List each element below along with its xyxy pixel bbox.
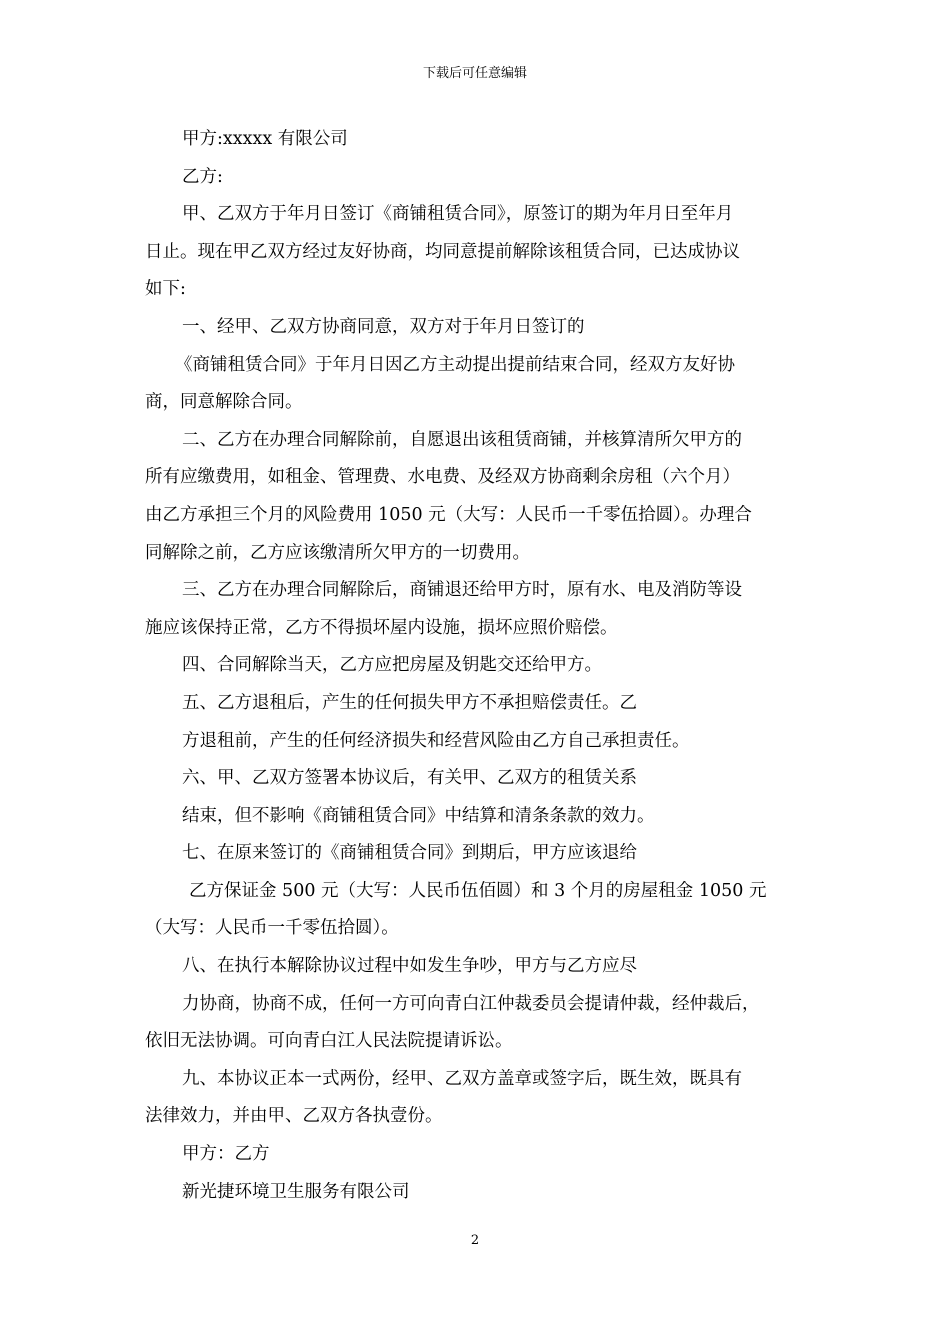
text-line: 七、在原来签订的《商铺租赁合同》到期后，甲方应该退给 <box>182 843 637 864</box>
text-line: 新光捷环境卫生服务有限公司 <box>182 1181 410 1202</box>
text-line: 乙方: <box>182 166 223 187</box>
text-line: 五、乙方退租后，产生的任何损失甲方不承担赔偿责任。乙 <box>182 692 637 713</box>
text-line: 甲方：乙方 <box>182 1144 270 1165</box>
document-body <box>145 121 810 1211</box>
text-line: （大写：人民币一千零伍拾圆）。 <box>145 918 399 939</box>
text-line: 一、经甲、乙双方协商同意，双方对于年月日签订的 <box>182 316 585 337</box>
text-line: 日止。现在甲乙双方经过友好协商，均同意提前解除该租赁合同，已达成协议 <box>145 241 740 262</box>
text-line: 所有应缴费用，如租金、管理费、水电费、及经双方协商剩余房租（六个月） <box>145 467 740 488</box>
text-line: 同解除之前，乙方应该缴清所欠甲方的一切费用。 <box>145 542 530 563</box>
text-line: 甲、乙双方于年月日签订《商铺租赁合同》，原签订的期为年月日至年月 <box>182 204 734 225</box>
text-line: 六、甲、乙双方签署本协议后，有关甲、乙双方的租赁关系 <box>182 768 637 789</box>
text-line: 九、本协议正本一式两份，经甲、乙双方盖章或签字后，既生效，既具有 <box>182 1068 742 1089</box>
text-line: 三、乙方在办理合同解除后，商铺退还给甲方时，原有水、电及消防等设 <box>182 580 742 601</box>
text-line: 四、合同解除当天，乙方应把房屋及钥匙交还给甲方。 <box>182 655 602 676</box>
text-line: 力协商，协商不成，任何一方可向青白江仲裁委员会提请仲裁，经仲裁后， <box>182 993 760 1014</box>
text-line: 商，同意解除合同。 <box>145 392 303 413</box>
text-line: 依旧无法协调。可向青白江人民法院提请诉讼。 <box>145 1031 513 1052</box>
text-line: 甲方:xxxxx 有限公司 <box>182 129 348 149</box>
text-line: 施应该保持正常，乙方不得损坏屋内设施，损坏应照价赔偿。 <box>145 617 618 638</box>
text-line: 二、乙方在办理合同解除前，自愿退出该租赁商铺，并核算清所欠甲方的 <box>182 429 742 450</box>
text-line: 《商铺租赁合同》于年月日因乙方主动提出提前结束合同，经双方友好协 <box>175 354 735 375</box>
text-line: 由乙方承担三个月的风险费用 1050 元（大写：人民币一千零伍拾圆）。办理合 <box>145 504 752 525</box>
page-header: 下载后可任意编辑 <box>422 66 527 81</box>
text-line: 如下: <box>145 279 186 300</box>
text-line: 结束，但不影响《商铺租赁合同》中结算和清条条款的效力。 <box>182 805 655 826</box>
text-line: 八、在执行本解除协议过程中如发生争吵，甲方与乙方应尽 <box>182 956 637 977</box>
text-line: 方退租前，产生的任何经济损失和经营风险由乙方自己承担责任。 <box>182 730 690 751</box>
text-line: 法律效力，并由甲、乙双方各执壹份。 <box>145 1106 443 1127</box>
page-number: 2 <box>470 1233 480 1248</box>
text-line: 乙方保证金 500 元（大写：人民币伍佰圆）和 3 个月的房屋租金 1050 元 <box>189 880 767 901</box>
